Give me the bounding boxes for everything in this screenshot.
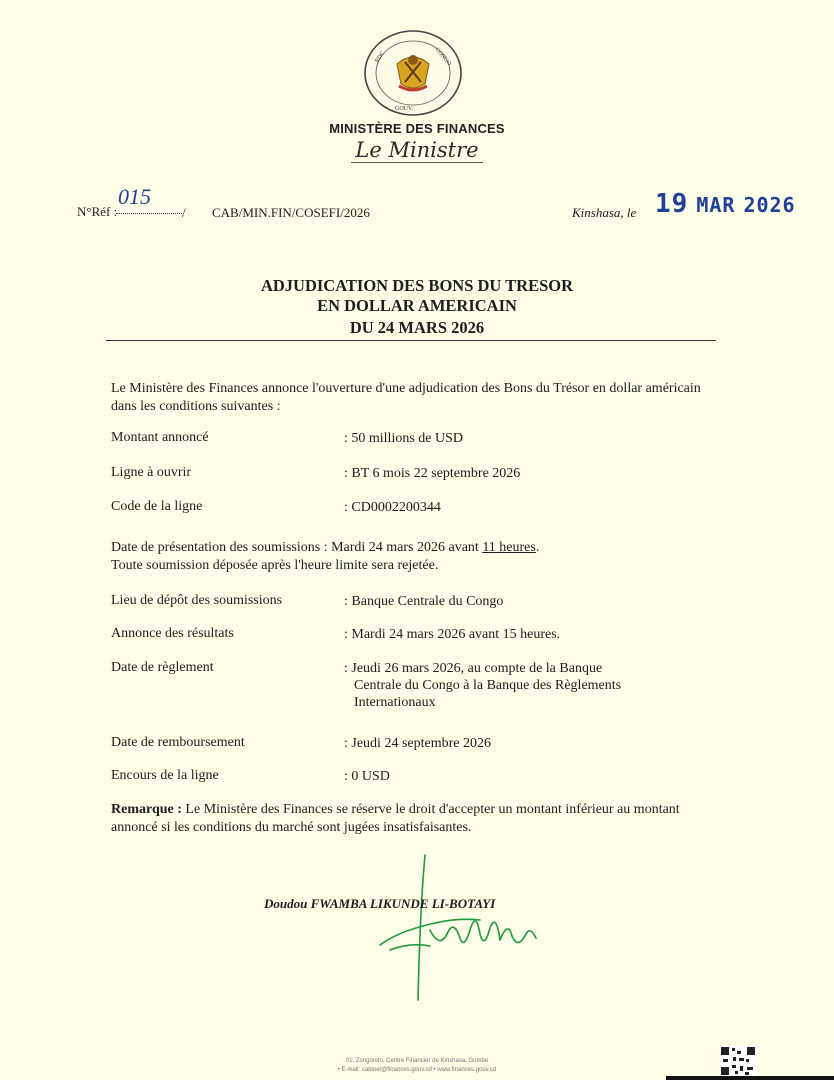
reference-slash: / bbox=[182, 205, 186, 220]
remark-text: Le Ministère des Finances se réserve le droit d'accepter un montant inférieur au montant annoncé si les conditions du marché sont jugées insatisfaisantes. bbox=[111, 802, 680, 835]
svg-text:RDC: RDC bbox=[374, 50, 387, 65]
submission-date-suffix: . bbox=[535, 540, 540, 555]
remark-label: Remarque : bbox=[111, 802, 182, 817]
condition-value-outstanding: : 0 USD bbox=[344, 769, 390, 784]
ministry-name: MINISTÈRE DES FINANCES bbox=[329, 121, 505, 136]
handwritten-signature bbox=[370, 850, 550, 1010]
condition-value-code: : CD0002200344 bbox=[344, 500, 441, 515]
settlement-line-3: Internationaux bbox=[354, 695, 436, 710]
date-stamp-year: 2026 bbox=[743, 193, 796, 217]
title-divider bbox=[106, 340, 716, 341]
condition-value-location: : Banque Centrale du Congo bbox=[344, 594, 504, 609]
remark-paragraph bbox=[111, 801, 721, 836]
date-stamp bbox=[655, 189, 796, 219]
reference-number: 015 bbox=[118, 184, 151, 209]
reference-code: CAB/MIN.FIN/COSEFI/2026 bbox=[212, 205, 370, 220]
submission-date-prefix: Date de présentation des soumissions : Mardi 24 mars 2026 avant bbox=[111, 540, 483, 555]
title-line-1: ADJUDICATION DES BONS DU TRESOR bbox=[260, 276, 574, 295]
coat-of-arms-seal bbox=[361, 28, 465, 118]
footer-contact: • E-mail: cabinet@finances.gouv.cd • www.finances.gouv.cd bbox=[337, 1067, 497, 1073]
condition-value-amount: : 50 millions de USD bbox=[344, 431, 464, 446]
condition-value-results: : Mardi 24 mars 2026 avant 15 heures. bbox=[344, 627, 561, 642]
intro-paragraph: Le Ministère des Finances annonce l'ouverture d'une adjudication des Bons du Trésor en dollar américain dans les conditions suivantes : bbox=[111, 381, 701, 414]
condition-value-repayment: : Jeudi 24 septembre 2026 bbox=[344, 736, 491, 751]
submission-rejection-note: Toute soumission déposée après l'heure limite sera rejetée. bbox=[111, 558, 439, 573]
svg-text:GOUV.: GOUV. bbox=[395, 106, 414, 112]
condition-label-outstanding: Encours de la ligne bbox=[111, 768, 219, 783]
condition-label-line: Ligne à ouvrir bbox=[111, 465, 192, 480]
condition-label-location: Lieu de dépôt des soumissions bbox=[111, 593, 283, 608]
submission-date-line bbox=[111, 539, 721, 557]
footer-address: 01, Zongorolo, Centre Financier de Kinshasa, Gombe bbox=[345, 1058, 489, 1064]
reference-dotted-line bbox=[116, 213, 182, 214]
scan-edge-bar bbox=[666, 1076, 834, 1080]
minister-heading bbox=[0, 138, 834, 162]
submission-deadline: 11 heures bbox=[482, 540, 536, 555]
settlement-line-1: : Jeudi 26 mars 2026, au compte de la Banque bbox=[344, 661, 603, 676]
date-stamp-day: 19 bbox=[655, 189, 689, 219]
reference-label: N°Réf : bbox=[77, 204, 118, 219]
place-label: Kinshasa, le bbox=[572, 205, 637, 220]
condition-label-amount: Montant annoncé bbox=[111, 430, 209, 445]
condition-value-line: : BT 6 mois 22 septembre 2026 bbox=[344, 466, 521, 481]
condition-value-settlement bbox=[344, 660, 684, 711]
condition-label-repayment: Date de remboursement bbox=[111, 735, 245, 750]
condition-label-settlement: Date de règlement bbox=[111, 660, 214, 675]
qr-code bbox=[719, 1045, 757, 1077]
condition-label-code: Code de la ligne bbox=[111, 499, 203, 514]
settlement-line-2: Centrale du Congo à la Banque des Règlements bbox=[354, 678, 622, 693]
title-line-3: DU 24 MARS 2026 bbox=[349, 318, 485, 337]
signer-name: Doudou FWAMBA LIKUNDE LI-BOTAYI bbox=[264, 896, 496, 911]
title-line-2: EN DOLLAR AMERICAIN bbox=[317, 296, 517, 315]
minister-label: Le Ministre bbox=[351, 138, 482, 163]
date-stamp-month: MAR bbox=[696, 193, 736, 217]
condition-label-results: Annonce des résultats bbox=[111, 626, 234, 641]
svg-text:CONGO: CONGO bbox=[433, 46, 452, 68]
